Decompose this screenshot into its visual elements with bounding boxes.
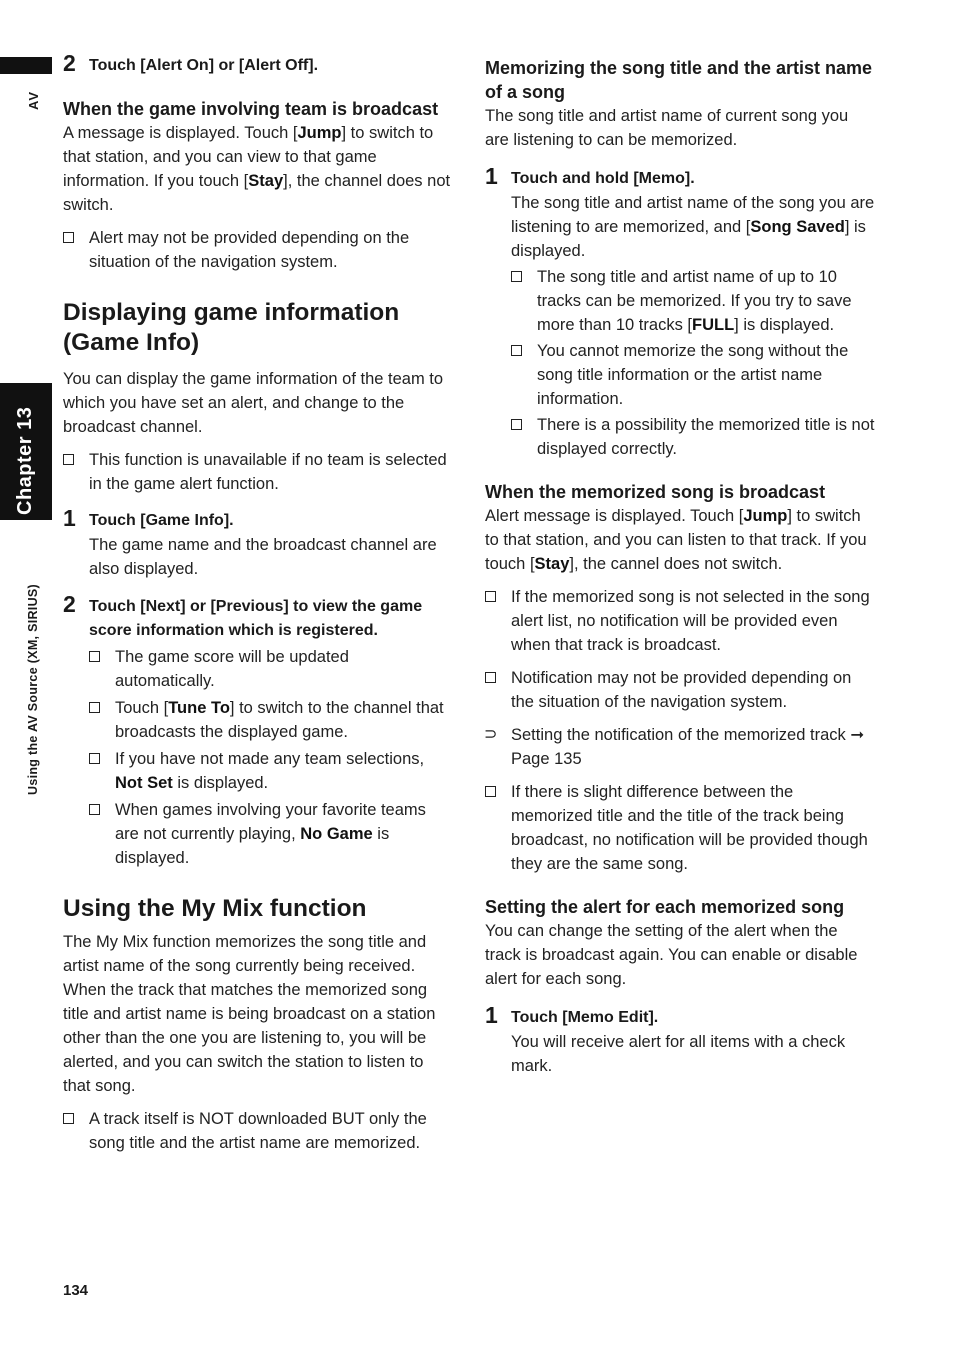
checkbox-bullet-icon	[89, 753, 100, 764]
right-column	[485, 50, 875, 1078]
note-item: You cannot memorize the song without the song title information or the artist name information.	[511, 339, 875, 411]
step-body: You will receive alert for all items with a check mark.	[511, 1033, 846, 1075]
left-column	[63, 50, 453, 1155]
step-body: The song title and artist name of the song you are listening to are memorized, and [Song Saved] is displayed.	[511, 194, 875, 260]
note-item: When games involving your favorite teams are not currently playing, No Game is displayed.	[89, 798, 453, 870]
paragraph: The song title and artist name of current song you are listening to can be memorized.	[485, 107, 849, 149]
step-memo-edit: 1 Touch [Memo Edit]. You will receive alert for all items with a check mark.	[485, 1006, 875, 1078]
paragraph: Alert message is displayed. Touch [Jump] to switch to that station, and you can listen to that track. If you touch [Stay], the cannel does not switch.	[485, 507, 867, 573]
subheading-alert-each-song: Setting the alert for each memorized song	[485, 897, 845, 917]
sidebar-section-label: Using the AV Source (XM, SIRIUS)	[26, 583, 40, 795]
step-body: The game name and the broadcast channel are also displayed.	[89, 536, 437, 578]
subheading-team-broadcast: When the game involving team is broadcast	[63, 99, 439, 119]
page-number: 134	[63, 1282, 89, 1299]
note-item: The song title and artist name of up to 10 tracks can be memorized. If you try to save more than 10 tracks [FULL] is displayed.	[511, 265, 875, 337]
step-title: Touch [Game Info].	[89, 512, 234, 529]
note-item: Notification may not be provided depending on the situation of the navigation system.	[485, 666, 875, 714]
note-item: A track itself is NOT downloaded BUT only the song title and the artist name are memorized.	[63, 1107, 453, 1155]
sidebar-top-bar	[0, 57, 52, 74]
paragraph: A message is displayed. Touch [Jump] to switch to that station, and you can view to that game information. If you touch [Stay], the channel does not switch.	[63, 124, 451, 214]
note-item: This function is unavailable if no team is selected in the game alert function.	[63, 448, 453, 496]
checkbox-bullet-icon	[485, 672, 496, 683]
note-item: Alert may not be provided depending on the situation of the navigation system.	[63, 226, 453, 274]
checkbox-bullet-icon	[63, 454, 74, 465]
checkbox-bullet-icon	[63, 1113, 74, 1124]
sidebar-chapter-tab: Chapter 13	[0, 383, 52, 520]
step-touch-hold-memo: 1 Touch and hold [Memo]. The song title and artist name of the song you are listening to are memorized, and [Song Saved] is displayed. The song title and artist name of up to 10 tracks can be memorized. If you try to save more than 10 tracks [FULL] is displayed. You cannot memorize the song without the song title information or the artist name information. There is a possibility the memorized title is not displayed correctly.	[485, 167, 875, 461]
paragraph: You can change the setting of the alert when the track is broadcast again. You can enable or disable alert for each song.	[485, 922, 858, 988]
heading-my-mix: Using the My Mix function	[63, 895, 367, 922]
note-item: If there is slight difference between the memorized title and the title of the track being broadcast, no notification will be provided though they are the same song.	[485, 780, 875, 876]
note-item: There is a possibility the memorized title is not displayed correctly.	[511, 413, 875, 461]
checkbox-bullet-icon	[485, 786, 496, 797]
subheading-memorizing: Memorizing the song title and the artist name of a song	[485, 58, 873, 102]
note-item: If you have not made any team selections, Not Set is displayed.	[89, 747, 453, 795]
checkbox-bullet-icon	[511, 345, 522, 356]
step-title: Touch [Next] or [Previous] to view the game score information which is registered.	[89, 598, 423, 639]
step-alert-toggle: 2 Touch [Alert On] or [Alert Off].	[63, 54, 453, 78]
note-item: Touch [Tune To] to switch to the channel that broadcasts the displayed game.	[89, 696, 453, 744]
note-item: ⊃ Setting the notification of the memorized track ➞ Page 135	[485, 723, 875, 771]
step-title: Touch [Memo Edit].	[511, 1009, 659, 1026]
step-title: Touch and hold [Memo].	[511, 170, 695, 187]
sidebar-av-label: AV	[26, 90, 41, 110]
checkbox-bullet-icon	[89, 702, 100, 713]
checkbox-bullet-icon	[511, 271, 522, 282]
reference-arrow-icon: ⊃	[484, 726, 498, 743]
checkbox-bullet-icon	[63, 232, 74, 243]
subheading-memorized-broadcast: When the memorized song is broadcast	[485, 482, 826, 502]
checkbox-bullet-icon	[89, 804, 100, 815]
heading-game-info: Displaying game information (Game Info)	[63, 299, 400, 356]
note-item: The game score will be updated automatically.	[89, 645, 453, 693]
checkbox-bullet-icon	[485, 591, 496, 602]
paragraph: You can display the game information of the team to which you have set an alert, and change to the broadcast channel.	[63, 370, 444, 436]
step-game-info: 1 Touch [Game Info]. The game name and the broadcast channel are also displayed.	[63, 509, 453, 581]
step-title: Touch [Alert On] or [Alert Off].	[89, 57, 319, 74]
checkbox-bullet-icon	[511, 419, 522, 430]
paragraph: The My Mix function memorizes the song title and artist name of the song currently being received. When the track that matches the memorized song title and artist name is being broadcast on a station other than the one you are listening to, you will be alerted, and you can switch the station to listen to that song.	[63, 933, 436, 1095]
step-next-previous: 2 Touch [Next] or [Previous] to view the game score information which is registered. The game score will be updated automatically. Touch [Tune To] to switch to the channel that broadcasts the displayed game. If you have not made any team selections, Not Set is displayed. When games involving your favorite teams are not currently playing, No Game is displayed.	[63, 595, 453, 870]
note-item: If the memorized song is not selected in the song alert list, no notification will be provided even when that track is broadcast.	[485, 585, 875, 657]
checkbox-bullet-icon	[89, 651, 100, 662]
